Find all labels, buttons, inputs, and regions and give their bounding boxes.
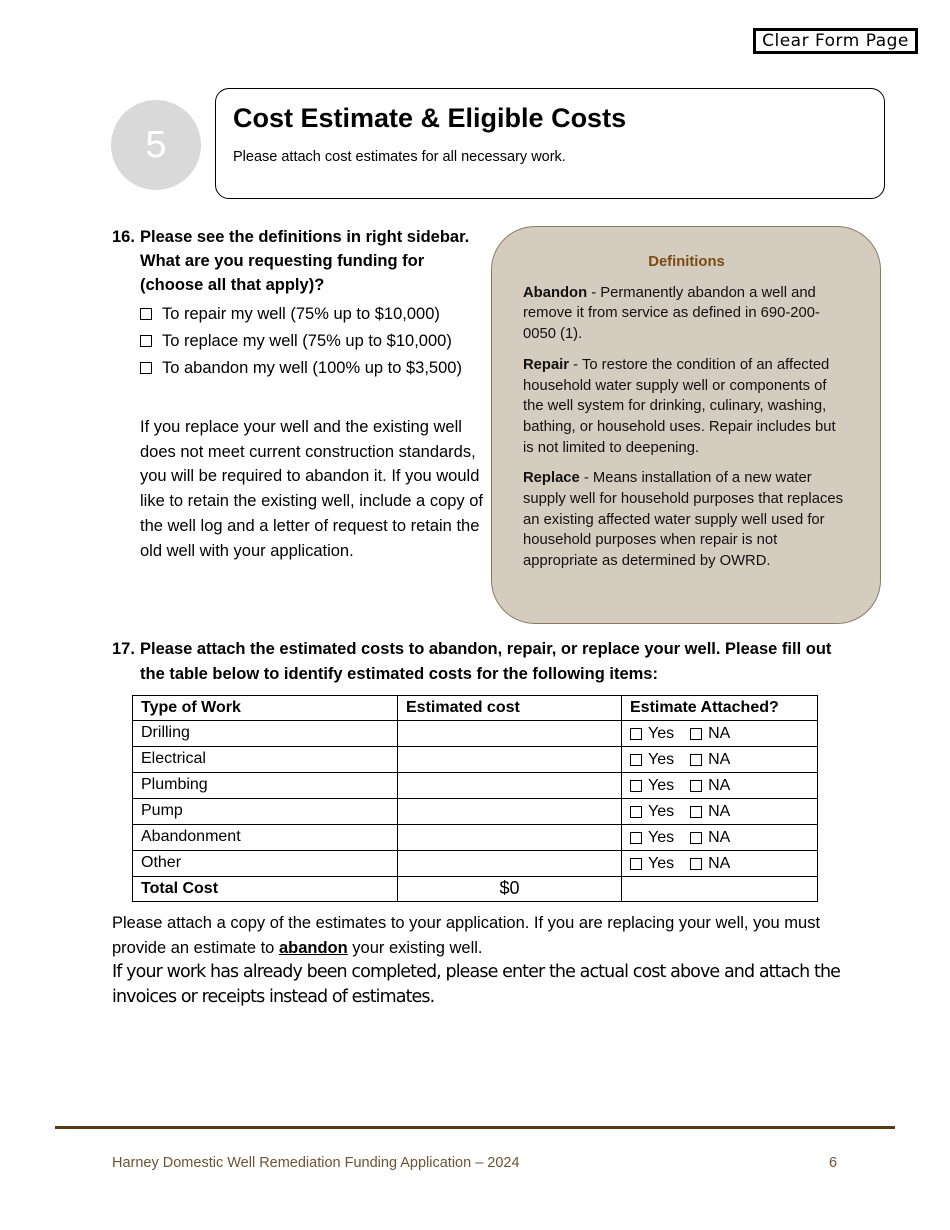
na-checkbox[interactable] (690, 832, 702, 844)
question-text: Please attach the estimated costs to abandon, repair, or replace your well. Please fill out the table below to identify estimated costs for the following items: (140, 640, 832, 683)
definition-repair (523, 355, 850, 459)
column-header: Estimate Attached? (622, 696, 818, 721)
work-type-cell: Drilling (133, 721, 398, 747)
yes-label: Yes (648, 751, 675, 768)
table-row (133, 747, 818, 773)
na-checkbox[interactable] (690, 728, 702, 740)
na-label: NA (708, 829, 731, 846)
yes-label: Yes (648, 855, 675, 872)
option-abandon (140, 354, 482, 381)
total-row (133, 877, 818, 902)
work-type-cell: Other (133, 851, 398, 877)
work-type-cell: Electrical (133, 747, 398, 773)
note-text: your existing well. (347, 938, 483, 957)
na-checkbox[interactable] (690, 806, 702, 818)
yes-checkbox[interactable] (630, 806, 642, 818)
work-type-cell: Abandonment (133, 825, 398, 851)
table-row (133, 825, 818, 851)
option-label: To abandon my well (100% up to $3,500) (162, 358, 462, 377)
section-number-badge: 5 (111, 100, 201, 190)
definition-text: - Permanently abandon a well and remove it from service as defined in 690-200-0050 (1). (523, 284, 820, 343)
definition-term: Abandon (523, 284, 588, 301)
table-header-row (133, 696, 818, 721)
estimate-attached-cell (622, 799, 818, 825)
cost-estimate-table (132, 695, 818, 902)
question-text: Please see the definitions in right sidebar. What are you requesting funding for (choose all that apply)? (140, 228, 470, 294)
column-header: Estimated cost (398, 696, 622, 721)
yes-checkbox[interactable] (630, 780, 642, 792)
definitions-sidebar (491, 226, 881, 624)
option-replace (140, 327, 482, 354)
estimate-attached-cell (622, 721, 818, 747)
estimate-attached-cell (622, 825, 818, 851)
yes-checkbox[interactable] (630, 754, 642, 766)
section-subtitle: Please attach cost estimates for all necessary work. (233, 149, 566, 165)
option-label: To replace my well (75% up to $10,000) (162, 331, 452, 350)
estimated-cost-field[interactable] (398, 773, 622, 799)
option-repair (140, 300, 482, 327)
section-header (215, 88, 885, 199)
abandon-emphasis: abandon (278, 938, 348, 957)
na-checkbox[interactable] (690, 780, 702, 792)
estimate-attached-cell (622, 747, 818, 773)
estimated-cost-field[interactable] (398, 851, 622, 877)
estimate-attached-cell (622, 851, 818, 877)
yes-label: Yes (648, 777, 675, 794)
total-empty-cell (622, 877, 818, 902)
work-type-cell: Pump (133, 799, 398, 825)
abandon-checkbox[interactable] (140, 362, 152, 374)
definitions-title: Definitions (648, 254, 725, 270)
replace-checkbox[interactable] (140, 335, 152, 347)
page-number: 6 (829, 1155, 838, 1171)
na-label: NA (708, 777, 731, 794)
total-label: Total Cost (133, 877, 398, 902)
na-checkbox[interactable] (690, 858, 702, 870)
yes-checkbox[interactable] (630, 832, 642, 844)
yes-label: Yes (648, 829, 675, 846)
replace-note-paragraph: If you replace your well and the existing well does not meet current construction standards, you will be required to abandon it. If you would like to retain the existing well, include a copy of the well log and a letter of request to retain the old well with your application. (140, 418, 484, 560)
clear-form-page-button[interactable]: Clear Form Page (754, 29, 917, 53)
funding-options (140, 300, 482, 381)
question-17 (112, 637, 842, 686)
repair-checkbox[interactable] (140, 308, 152, 320)
na-label: NA (708, 803, 731, 820)
na-label: NA (708, 855, 731, 872)
footer-title: Harney Domestic Well Remediation Funding Application – 2024 (112, 1155, 520, 1171)
question-16 (112, 225, 482, 381)
na-checkbox[interactable] (690, 754, 702, 766)
section-title: Cost Estimate & Eligible Costs (233, 103, 627, 133)
table-row (133, 773, 818, 799)
option-label: To repair my well (75% up to $10,000) (162, 304, 440, 323)
note-text: Please attach a copy of the estimates to your application. If you are replacing your well, you must provide an estimate to (112, 914, 821, 957)
footer-divider (55, 1126, 895, 1129)
definition-abandon (523, 283, 850, 345)
definition-term: Repair (523, 356, 570, 373)
table-row (133, 799, 818, 825)
table-row (133, 851, 818, 877)
completed-work-note: If your work has already been completed, please enter the actual cost above and attach the invoices or receipts instead of estimates. (112, 962, 841, 1007)
question-number: 17. (112, 640, 135, 658)
yes-label: Yes (648, 803, 675, 820)
question-number: 16. (112, 228, 135, 246)
estimated-cost-field[interactable] (398, 825, 622, 851)
estimated-cost-field[interactable] (398, 721, 622, 747)
yes-checkbox[interactable] (630, 858, 642, 870)
definition-text: - Means installation of a new water supply well for household purposes that replaces an existing affected water supply well used for household purposes when repair is not appropriate as determined by OWRD. (523, 470, 843, 570)
table-row (133, 721, 818, 747)
definition-text: - To restore the condition of an affected household water supply well or components of the well system for drinking, culinary, washing, bathing, or household uses. Repair includes but is not limited to deepening. (523, 356, 836, 456)
attach-estimates-note (112, 911, 842, 960)
estimated-cost-field[interactable] (398, 747, 622, 773)
work-type-cell: Plumbing (133, 773, 398, 799)
total-cost-value: $0 (398, 877, 622, 902)
yes-checkbox[interactable] (630, 728, 642, 740)
estimate-attached-cell (622, 773, 818, 799)
column-header: Type of Work (133, 696, 398, 721)
definition-replace (523, 468, 850, 572)
na-label: NA (708, 751, 731, 768)
yes-label: Yes (648, 725, 675, 742)
estimated-cost-field[interactable] (398, 799, 622, 825)
na-label: NA (708, 725, 731, 742)
definition-term: Replace (523, 470, 580, 487)
